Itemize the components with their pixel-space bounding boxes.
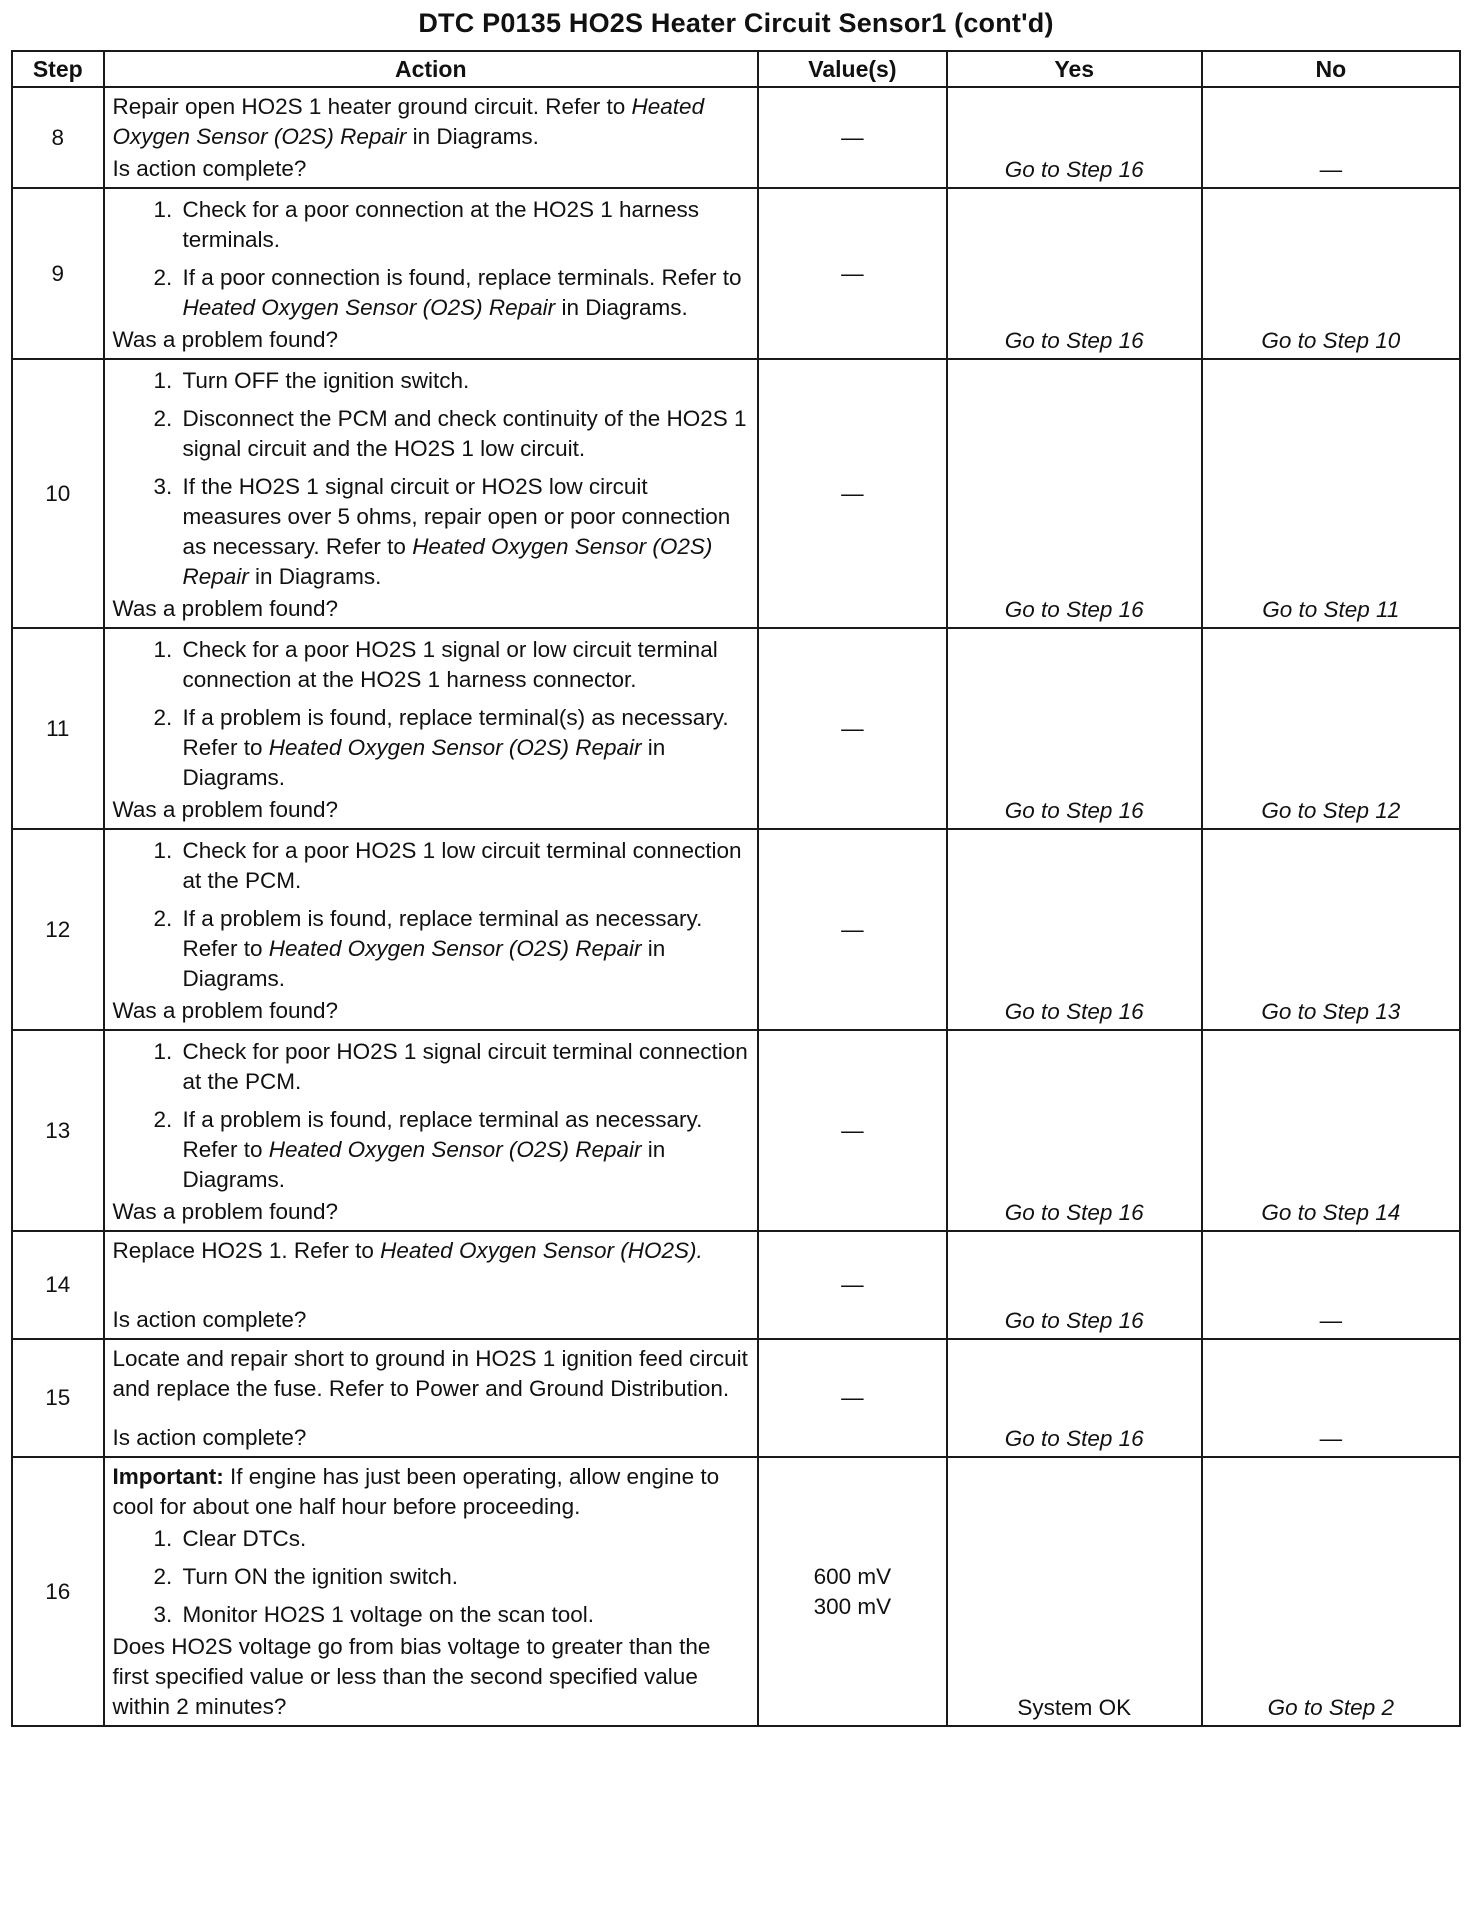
table-row bbox=[12, 188, 1460, 359]
action-intro bbox=[113, 1462, 749, 1522]
action-intro bbox=[113, 1236, 749, 1266]
action-cell bbox=[104, 188, 758, 359]
action-cell bbox=[104, 1030, 758, 1231]
step-number: 12 bbox=[12, 829, 104, 1030]
action-question: Is action complete? bbox=[112, 156, 307, 181]
action-cell bbox=[104, 829, 758, 1030]
action-cell bbox=[104, 359, 758, 628]
table-row bbox=[12, 1457, 1460, 1726]
substep-item bbox=[179, 904, 749, 994]
values-cell bbox=[758, 628, 947, 829]
action-text: in Diagrams. bbox=[555, 295, 688, 320]
value-text: 600 mV bbox=[813, 1563, 892, 1589]
action-text: in Diagrams. bbox=[248, 564, 382, 589]
action-text: in Diagrams. bbox=[406, 124, 539, 149]
action-question: Was a problem found? bbox=[112, 596, 339, 621]
substep-item bbox=[179, 1524, 749, 1554]
substep-list bbox=[113, 195, 749, 325]
values-cell bbox=[758, 188, 947, 359]
yes-result: Go to Step 16 bbox=[947, 188, 1202, 359]
substep-item bbox=[179, 1037, 749, 1097]
values-cell bbox=[758, 1339, 947, 1457]
substep-item bbox=[179, 1562, 749, 1592]
action-text: Check for a poor connection at the HO2S 1 harness terminals. bbox=[182, 197, 700, 252]
no-result: Go to Step 14 bbox=[1202, 1030, 1460, 1231]
column-header-yes: Yes bbox=[947, 51, 1202, 87]
action-intro bbox=[113, 1344, 749, 1404]
action-question: Is action complete? bbox=[112, 1307, 307, 1332]
action-question: Does HO2S voltage go from bias voltage to greater than the first specified value or less than the second specified value within 2 minutes? bbox=[112, 1634, 711, 1719]
action-text: Repair open HO2S 1 heater ground circuit. Refer to bbox=[112, 94, 632, 119]
substep-list bbox=[113, 635, 749, 795]
substep-item bbox=[179, 366, 749, 396]
reference-link-text: Heated Oxygen Sensor (O2S) Repair bbox=[182, 534, 713, 589]
action-text: Replace HO2S 1. Refer to bbox=[112, 1238, 381, 1263]
value-text: — bbox=[841, 124, 864, 150]
action-text: If engine has just been operating, allow engine to cool for about one half hour before proceeding. bbox=[112, 1464, 720, 1519]
action-content bbox=[113, 633, 749, 825]
reference-link-text: Heated Oxygen Sensor (HO2S). bbox=[380, 1238, 703, 1263]
table-body bbox=[12, 87, 1460, 1726]
action-text: If the HO2S 1 signal circuit or HO2S low circuit measures over 5 ohms, repair open or poor connection as necessary. Refer to bbox=[182, 474, 731, 559]
action-cell bbox=[104, 1457, 758, 1726]
yes-result: Go to Step 16 bbox=[947, 1339, 1202, 1457]
values-cell bbox=[758, 829, 947, 1030]
action-content bbox=[113, 92, 749, 184]
important-label: Important: bbox=[112, 1464, 224, 1489]
action-text: If a poor connection is found, replace terminals. Refer to bbox=[182, 265, 742, 290]
substep-list bbox=[113, 366, 749, 594]
value-text: — bbox=[841, 715, 864, 741]
values-cell bbox=[758, 1457, 947, 1726]
action-cell bbox=[104, 1339, 758, 1457]
substep-item bbox=[179, 1105, 749, 1195]
yes-result: System OK bbox=[947, 1457, 1202, 1726]
substep-item bbox=[179, 472, 749, 592]
action-text: in Diagrams. bbox=[182, 936, 666, 991]
reference-link-text: Heated Oxygen Sensor (O2S) Repair bbox=[182, 295, 556, 320]
substep-list bbox=[113, 1037, 749, 1197]
step-number: 10 bbox=[12, 359, 104, 628]
no-result: Go to Step 12 bbox=[1202, 628, 1460, 829]
table-row bbox=[12, 1030, 1460, 1231]
column-header-step: Step bbox=[12, 51, 104, 87]
step-number: 15 bbox=[12, 1339, 104, 1457]
action-cell bbox=[104, 87, 758, 188]
value-text: — bbox=[841, 1117, 864, 1143]
action-text: Check for poor HO2S 1 signal circuit terminal connection at the PCM. bbox=[182, 1039, 748, 1094]
action-content bbox=[113, 193, 749, 355]
column-header-action: Action bbox=[104, 51, 758, 87]
yes-result: Go to Step 16 bbox=[947, 87, 1202, 188]
yes-result: Go to Step 16 bbox=[947, 829, 1202, 1030]
action-intro bbox=[113, 92, 749, 152]
step-number: 14 bbox=[12, 1231, 104, 1339]
value-text: — bbox=[841, 1272, 864, 1297]
action-text: Monitor HO2S 1 voltage on the scan tool. bbox=[182, 1602, 594, 1627]
value-text: — bbox=[841, 1385, 864, 1410]
yes-result: Go to Step 16 bbox=[947, 359, 1202, 628]
action-text: in Diagrams. bbox=[182, 735, 666, 790]
step-number: 13 bbox=[12, 1030, 104, 1231]
action-text: Check for a poor HO2S 1 signal or low circuit terminal connection at the HO2S 1 harness connector. bbox=[182, 637, 718, 692]
action-cell bbox=[104, 628, 758, 829]
table-row bbox=[12, 1339, 1460, 1457]
yes-result: Go to Step 16 bbox=[947, 628, 1202, 829]
action-question: Was a problem found? bbox=[112, 998, 339, 1023]
column-header-values: Value(s) bbox=[758, 51, 947, 87]
values-cell bbox=[758, 1231, 947, 1339]
no-result: Go to Step 13 bbox=[1202, 829, 1460, 1030]
action-text: Disconnect the PCM and check continuity of the HO2S 1 signal circuit and the HO2S 1 low circuit. bbox=[182, 406, 747, 461]
table-header-row bbox=[12, 51, 1460, 87]
values-cell bbox=[758, 1030, 947, 1231]
values-cell bbox=[758, 359, 947, 628]
yes-result: Go to Step 16 bbox=[947, 1231, 1202, 1339]
substep-list bbox=[113, 1524, 749, 1632]
no-result: — bbox=[1202, 1231, 1460, 1339]
action-content bbox=[113, 1344, 749, 1453]
substep-item bbox=[179, 635, 749, 695]
no-result: Go to Step 11 bbox=[1202, 359, 1460, 628]
substep-item bbox=[179, 404, 749, 464]
action-question: Was a problem found? bbox=[112, 1199, 339, 1224]
reference-link-text: Heated Oxygen Sensor (O2S) Repair bbox=[112, 94, 705, 149]
yes-result: Go to Step 16 bbox=[947, 1030, 1202, 1231]
substep-item bbox=[179, 263, 749, 323]
action-text: Locate and repair short to ground in HO2S 1 ignition feed circuit and replace the fuse. Refer to Power and Ground Distribution. bbox=[112, 1346, 748, 1401]
action-question: Was a problem found? bbox=[112, 327, 339, 352]
action-text: If a problem is found, replace terminal as necessary. Refer to bbox=[182, 906, 703, 961]
values-cell bbox=[758, 87, 947, 188]
no-result: — bbox=[1202, 1339, 1460, 1457]
step-number: 16 bbox=[12, 1457, 104, 1726]
substep-list bbox=[113, 836, 749, 996]
column-header-no: No bbox=[1202, 51, 1460, 87]
value-text: — bbox=[841, 916, 864, 942]
no-result: — bbox=[1202, 87, 1460, 188]
no-result: Go to Step 10 bbox=[1202, 188, 1460, 359]
table-row bbox=[12, 1231, 1460, 1339]
value-text: — bbox=[841, 260, 864, 286]
substep-item bbox=[179, 836, 749, 896]
action-text: Turn ON the ignition switch. bbox=[182, 1564, 459, 1589]
no-result: Go to Step 2 bbox=[1202, 1457, 1460, 1726]
page-title: DTC P0135 HO2S Heater Circuit Sensor1 (cont'd) bbox=[418, 8, 1054, 38]
action-content bbox=[113, 1236, 749, 1335]
diagnostic-table bbox=[11, 50, 1461, 1727]
step-number: 9 bbox=[12, 188, 104, 359]
reference-link-text: Heated Oxygen Sensor (O2S) Repair bbox=[268, 1137, 642, 1162]
action-text: If a problem is found, replace terminal(s) as necessary. Refer to bbox=[182, 705, 729, 760]
substep-item bbox=[179, 703, 749, 793]
action-content bbox=[113, 1462, 749, 1722]
step-number: 8 bbox=[12, 87, 104, 188]
reference-link-text: Heated Oxygen Sensor (O2S) Repair bbox=[268, 936, 642, 961]
action-content bbox=[113, 834, 749, 1026]
action-cell bbox=[104, 1231, 758, 1339]
action-content bbox=[113, 364, 749, 624]
action-content bbox=[113, 1035, 749, 1227]
action-text: If a problem is found, replace terminal as necessary. Refer to bbox=[182, 1107, 703, 1162]
table-row bbox=[12, 87, 1460, 188]
substep-item bbox=[179, 1600, 749, 1630]
action-text: in Diagrams. bbox=[182, 1137, 666, 1192]
table-row bbox=[12, 628, 1460, 829]
action-question: Was a problem found? bbox=[112, 797, 339, 822]
reference-link-text: Heated Oxygen Sensor (O2S) Repair bbox=[268, 735, 642, 760]
table-row bbox=[12, 829, 1460, 1030]
action-text: Clear DTCs. bbox=[182, 1526, 307, 1551]
value-text: 300 mV bbox=[813, 1593, 892, 1619]
action-text: Check for a poor HO2S 1 low circuit terminal connection at the PCM. bbox=[182, 838, 742, 893]
value-text: — bbox=[841, 480, 864, 506]
table-row bbox=[12, 359, 1460, 628]
action-text: Turn OFF the ignition switch. bbox=[182, 368, 470, 393]
action-question: Is action complete? bbox=[112, 1425, 307, 1450]
step-number: 11 bbox=[12, 628, 104, 829]
substep-item bbox=[179, 195, 749, 255]
